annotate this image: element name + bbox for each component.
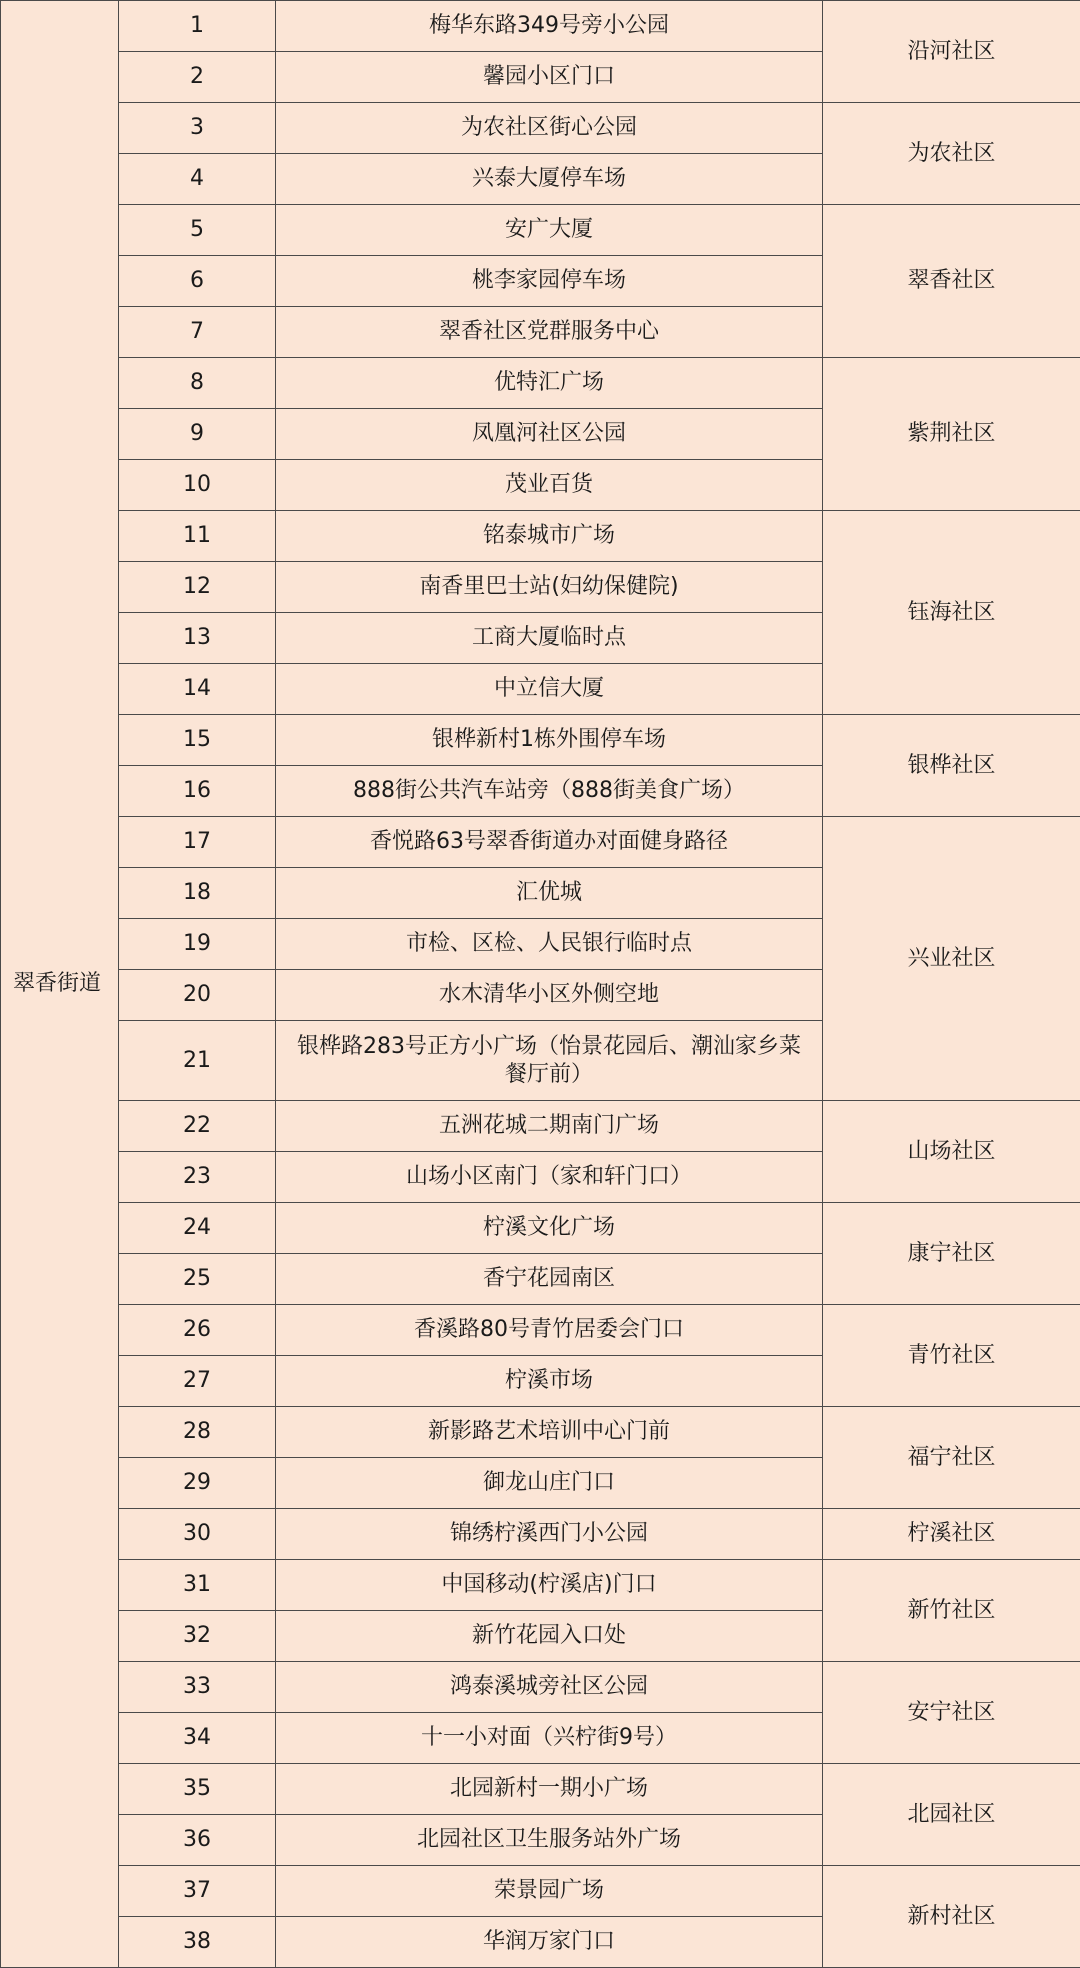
location-cell: 工商大厦临时点 (276, 613, 823, 664)
location-cell: 888街公共汽车站旁（888街美食广场） (276, 766, 823, 817)
table-row (1, 715, 1080, 766)
row-number: 28 (119, 1407, 276, 1458)
community-cell: 银桦社区 (823, 715, 1080, 817)
community-cell: 北园社区 (823, 1764, 1080, 1866)
location-cell: 梅华东路349号旁小公园 (276, 1, 823, 52)
location-cell: 华润万家门口 (276, 1917, 823, 1968)
community-cell: 青竹社区 (823, 1305, 1080, 1407)
location-cell: 香宁花园南区 (276, 1254, 823, 1305)
location-cell: 中国移动(柠溪店)门口 (276, 1560, 823, 1611)
location-cell: 银桦新村1栋外围停车场 (276, 715, 823, 766)
row-number: 22 (119, 1101, 276, 1152)
row-number: 3 (119, 103, 276, 154)
row-number: 17 (119, 817, 276, 868)
row-number: 21 (119, 1021, 276, 1101)
location-cell: 兴泰大厦停车场 (276, 154, 823, 205)
table-row (1, 1407, 1080, 1458)
location-cell: 御龙山庄门口 (276, 1458, 823, 1509)
row-number: 14 (119, 664, 276, 715)
table-row (1, 1101, 1080, 1152)
row-number: 36 (119, 1815, 276, 1866)
location-cell: 新影路艺术培训中心门前 (276, 1407, 823, 1458)
table-row (1, 1764, 1080, 1815)
location-cell: 翠香社区党群服务中心 (276, 307, 823, 358)
row-number: 19 (119, 919, 276, 970)
row-number: 16 (119, 766, 276, 817)
row-number: 35 (119, 1764, 276, 1815)
row-number: 5 (119, 205, 276, 256)
table-row (1, 205, 1080, 256)
row-number: 7 (119, 307, 276, 358)
community-cell: 紫荆社区 (823, 358, 1080, 511)
row-number: 37 (119, 1866, 276, 1917)
row-number: 9 (119, 409, 276, 460)
row-number: 34 (119, 1713, 276, 1764)
location-cell: 山场小区南门（家和轩门口） (276, 1152, 823, 1203)
row-number: 2 (119, 52, 276, 103)
location-cell: 新竹花园入口处 (276, 1611, 823, 1662)
row-number: 25 (119, 1254, 276, 1305)
row-number: 8 (119, 358, 276, 409)
row-number: 15 (119, 715, 276, 766)
location-cell: 凤凰河社区公园 (276, 409, 823, 460)
row-number: 29 (119, 1458, 276, 1509)
row-number: 33 (119, 1662, 276, 1713)
location-cell: 馨园小区门口 (276, 52, 823, 103)
street-name: 翠香街道 (1, 1, 119, 1968)
table-row (1, 1662, 1080, 1713)
table-row (1, 511, 1080, 562)
community-cell: 为农社区 (823, 103, 1080, 205)
row-number: 32 (119, 1611, 276, 1662)
location-cell: 优特汇广场 (276, 358, 823, 409)
location-cell: 北园新村一期小广场 (276, 1764, 823, 1815)
location-cell: 安广大厦 (276, 205, 823, 256)
row-number: 11 (119, 511, 276, 562)
row-number: 23 (119, 1152, 276, 1203)
table-row (1, 1866, 1080, 1917)
table-row (1, 103, 1080, 154)
row-number: 31 (119, 1560, 276, 1611)
location-cell: 南香里巴士站(妇幼保健院) (276, 562, 823, 613)
location-cell: 铭泰城市广场 (276, 511, 823, 562)
community-cell: 福宁社区 (823, 1407, 1080, 1509)
location-cell: 柠溪文化广场 (276, 1203, 823, 1254)
community-cell: 翠香社区 (823, 205, 1080, 358)
location-cell: 北园社区卫生服务站外广场 (276, 1815, 823, 1866)
community-cell: 柠溪社区 (823, 1509, 1080, 1560)
row-number: 38 (119, 1917, 276, 1968)
community-cell: 新竹社区 (823, 1560, 1080, 1662)
table-row (1, 358, 1080, 409)
table-row (1, 1, 1080, 52)
row-number: 4 (119, 154, 276, 205)
location-cell: 茂业百货 (276, 460, 823, 511)
table-row (1, 1560, 1080, 1611)
location-cell: 为农社区街心公园 (276, 103, 823, 154)
row-number: 18 (119, 868, 276, 919)
community-cell: 安宁社区 (823, 1662, 1080, 1764)
community-cell: 新村社区 (823, 1866, 1080, 1968)
community-cell: 沿河社区 (823, 1, 1080, 103)
row-number: 27 (119, 1356, 276, 1407)
location-cell: 鸿泰溪城旁社区公园 (276, 1662, 823, 1713)
row-number: 10 (119, 460, 276, 511)
table-row (1, 1203, 1080, 1254)
location-cell: 香溪路80号青竹居委会门口 (276, 1305, 823, 1356)
row-number: 1 (119, 1, 276, 52)
table-row (1, 817, 1080, 868)
row-number: 6 (119, 256, 276, 307)
location-cell: 水木清华小区外侧空地 (276, 970, 823, 1021)
location-cell: 十一小对面（兴柠街9号） (276, 1713, 823, 1764)
community-cell: 兴业社区 (823, 817, 1080, 1101)
table-row (1, 1305, 1080, 1356)
table-row (1, 1509, 1080, 1560)
location-cell: 锦绣柠溪西门小公园 (276, 1509, 823, 1560)
row-number: 30 (119, 1509, 276, 1560)
location-cell: 桃李家园停车场 (276, 256, 823, 307)
community-cell: 钰海社区 (823, 511, 1080, 715)
row-number: 12 (119, 562, 276, 613)
community-cell: 山场社区 (823, 1101, 1080, 1203)
location-cell: 柠溪市场 (276, 1356, 823, 1407)
row-number: 24 (119, 1203, 276, 1254)
row-number: 13 (119, 613, 276, 664)
location-cell: 香悦路63号翠香街道办对面健身路径 (276, 817, 823, 868)
location-cell: 银桦路283号正方小广场（怡景花园后、潮汕家乡菜餐厅前） (276, 1021, 823, 1101)
row-number: 20 (119, 970, 276, 1021)
location-cell: 五洲花城二期南门广场 (276, 1101, 823, 1152)
location-cell: 中立信大厦 (276, 664, 823, 715)
community-cell: 康宁社区 (823, 1203, 1080, 1305)
location-cell: 汇优城 (276, 868, 823, 919)
location-cell: 荣景园广场 (276, 1866, 823, 1917)
row-number: 26 (119, 1305, 276, 1356)
location-cell: 市检、区检、人民银行临时点 (276, 919, 823, 970)
